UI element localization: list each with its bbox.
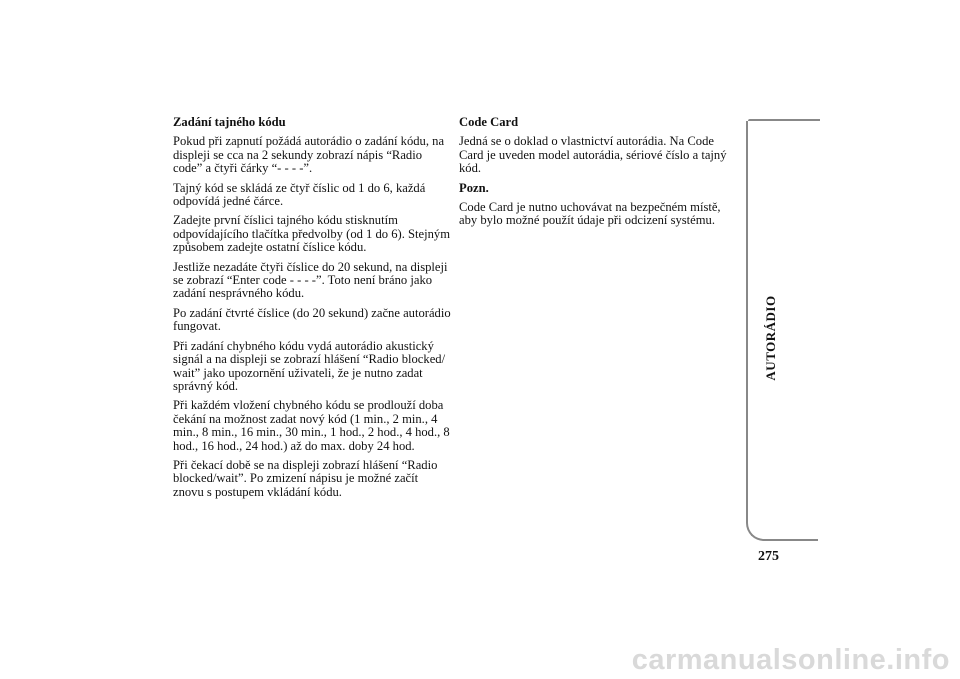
note-heading: Pozn.: [459, 180, 489, 195]
section-heading: Zadání tajného kódu: [173, 115, 286, 129]
paragraph: Při každém vložení chybného kódu se prodlouží doba čekání na možnost zadat nový kód (1 min., 2 min., 4 min., 8 min., 16 min., 30 min., 1 hod., 2 hod., 4 hod., 8 hod., 16 hod., 24 hod.) až do max. doby 24 hod.: [173, 398, 450, 453]
note-text: Code Card je nutno uchovávat na bezpečném místě, aby bylo možné použít údaje při odcizení systému.: [459, 200, 721, 228]
page-number: 275: [758, 549, 779, 564]
paragraph: Tajný kód se skládá ze čtyř číslic od 1 do 6, každá odpovídá jedné čárce.: [173, 180, 426, 209]
paragraph: Při zadání chybného kódu vydá autorádio akustický signál a na displeji se zobrazí hlášení “Radio blocked/ wait” jako upozornění uživateli, že je nutno zadat správný kód.: [173, 338, 446, 393]
left-column: [173, 116, 451, 505]
paragraph: Pokud při zapnutí požádá autorádio o zadání kódu, na displeji se cca na 2 sekundy zobrazí nápis “Radio code” a čtyři čárky “- - - -”.: [173, 134, 445, 176]
chapter-tab-label: AUTORÁDIO: [763, 295, 778, 381]
paragraph: Jedná se o doklad o vlastnictví autorádia. Na Code Card je uveden model autorádia, sériové číslo a tajný kód.: [459, 134, 727, 176]
right-column: [459, 116, 727, 234]
paragraph: Po zadání čtvrté číslice (do 20 sekund) začne autorádio fungovat.: [173, 305, 451, 334]
chapter-tab-bracket: [746, 121, 818, 541]
paragraph: Při čekací době se na displeji zobrazí hlášení “Radio blocked/wait”. Po zmizení nápisu je možné začít znovu s postupem vkládání kódu.: [173, 457, 438, 499]
watermark: carmanualsonline.info: [631, 644, 950, 676]
paragraph: Jestliže nezadáte čtyři číslice do 20 sekund, na displeji se zobrazí “Enter code - - - -”. Toto není bráno jako zadání nesprávného kódu.: [173, 259, 448, 301]
paragraph: Zadejte první číslici tajného kódu stisknutím odpovídajícího tlačítka předvolby (od 1 do 6). Stejným způsobem zadejte ostatní číslice kódu.: [173, 213, 451, 255]
section-heading: Code Card: [459, 115, 519, 129]
